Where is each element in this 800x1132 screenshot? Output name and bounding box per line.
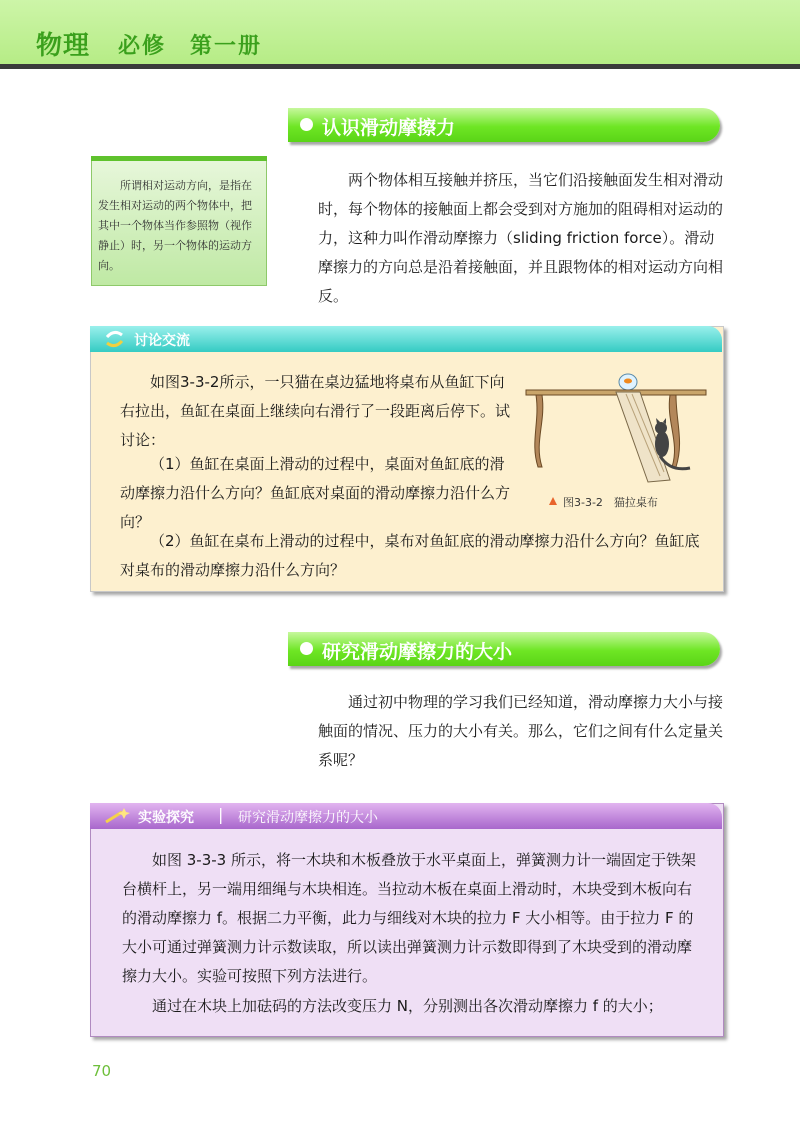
discussion-intro: 如图3-3-2所示，一只猫在桌边猛地将桌布从鱼缸下向右拉出，鱼缸在桌面上继续向右滑行了一段距离后停下。试讨论： [120,373,511,449]
experiment-title: 实验探究 [138,810,194,826]
discussion-question-1: （1）鱼缸在桌面上滑动的过程中，桌面对鱼缸底的滑动摩擦力沿什么方向？鱼缸底对桌面的滑动摩擦力沿什么方向？ [120,455,511,531]
bullet-icon [300,642,313,655]
book-title: 物理 [36,31,91,61]
figure-cat-tablecloth [520,372,710,490]
side-note-bar [91,156,267,161]
goldfish-icon [624,379,632,384]
section2-paragraph: 通过初中物理的学习我们已经知道，滑动摩擦力大小与接触面的情况、压力的大小有关。那么，它们之间有什么定量关系呢？ [318,693,724,769]
figure-caption: 图3-3-2 猫拉桌布 [563,496,658,509]
experiment-sparkle-icon [104,806,134,826]
book-subtitle: 必修 第一册 [118,34,263,59]
section1-paragraph: 两个物体相互接触并挤压，当它们沿接触面发生相对滑动时，每个物体的接触面上都会受到对方施加的阻碍相对运动的力，这种力叫作滑动摩擦力（sliding friction force）。滑动摩擦力的方向总是沿着接触面，并且跟物体的相对运动方向相反。 [318,171,724,305]
discussion-question-2: （2）鱼缸在桌布上滑动的过程中，桌布对鱼缸底的滑动摩擦力沿什么方向？鱼缸底对桌布的滑动摩擦力沿什么方向？ [120,532,700,579]
experiment-subtitle: 研究滑动摩擦力的大小 [238,810,378,826]
experiment-separator: | [218,805,224,824]
section-header-friction-magnitude [288,632,720,666]
section-title: 研究滑动摩擦力的大小 [322,641,513,663]
section-title: 认识滑动摩擦力 [322,117,456,139]
bullet-icon [300,118,313,131]
page-number: 70 [92,1062,112,1080]
side-note-text: 所谓相对运动方向，是指在发生相对运动的两个物体中，把其中一个物体当作参照物（视作静止）时，另一个物体的运动方向。 [98,179,252,272]
discussion-arrows-icon [104,329,126,349]
experiment-paragraph-1: 如图 3-3-3 所示，将一木块和木板叠放于水平桌面上，弹簧测力计一端固定于铁架台横杆上，另一端用细绳与木块相连。当拉动木板在桌面上滑动时，木块受到木板向右的滑动摩擦力 f。根据二力平衡，此力与细线对木块的拉力 F 大小相等。由于拉力 F 的大小可通过弹簧测力计示数读取，所以读出弹簧测力计示数即得到了木块受到的滑动摩擦力大小。实验可按照下列方法进行。 [122,851,696,985]
experiment-paragraph-2: 通过在木块上加砝码的方法改变压力 N，分别测出各次滑动摩擦力 f 的大小； [152,997,663,1015]
table-leg-left [535,395,543,467]
section-header-sliding-friction [288,108,720,142]
cat-body [655,431,669,457]
cat-head [655,422,667,434]
caption-triangle-icon [549,497,557,505]
discussion-title: 讨论交流 [134,333,190,349]
table-leg-right [669,395,679,467]
